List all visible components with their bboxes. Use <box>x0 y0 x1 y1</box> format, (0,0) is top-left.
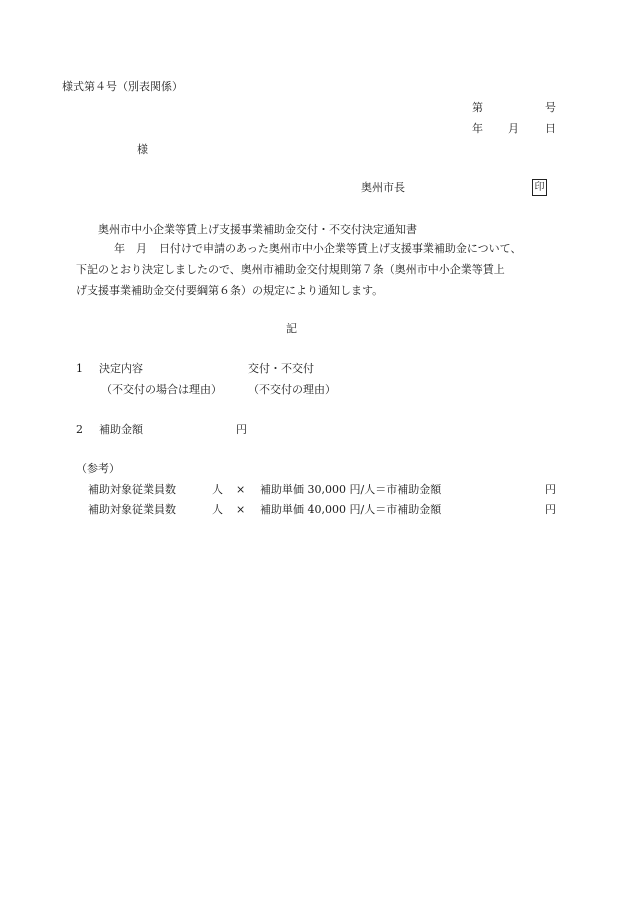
addressee-suffix: 様 <box>137 143 148 156</box>
reference-row-times: × <box>236 483 246 496</box>
body-line1-year: 年 <box>114 242 125 255</box>
reference-heading: （参考） <box>76 462 120 475</box>
date-day: 日 <box>545 122 556 135</box>
document-number-go: 号 <box>545 101 556 114</box>
reference-row-formula: 補助単価 40,000 円/人＝市補助金額 <box>260 503 442 516</box>
reference-row-label: 補助対象従業員数 <box>88 483 176 496</box>
body-line3: げ支援事業補助金交付要綱第６条）の規定により通知します。 <box>76 284 384 297</box>
item1-sub-label: （不交付の場合は理由） <box>101 383 222 396</box>
reference-row-yen: 円 <box>545 503 556 516</box>
reference-row-person: 人 <box>212 503 223 516</box>
item1-number: 1 <box>76 362 83 375</box>
item2-number: 2 <box>76 423 83 436</box>
item1-sub-value: （不交付の理由） <box>248 383 336 396</box>
reference-row-yen: 円 <box>545 483 556 496</box>
date-month: 月 <box>508 122 519 135</box>
item2-label: 補助金額 <box>99 423 143 436</box>
form-header: 様式第４号（別表関係） <box>62 80 183 93</box>
issuer: 奥州市長 <box>361 181 405 194</box>
ki-heading: 記 <box>286 322 297 335</box>
reference-row-label: 補助対象従業員数 <box>88 503 176 516</box>
seal-mark: 印 <box>532 179 547 196</box>
reference-row-formula: 補助単価 30,000 円/人＝市補助金額 <box>260 483 442 496</box>
document-number-dai: 第 <box>472 101 483 114</box>
body-line2: 下記のとおり決定しましたので、奥州市補助金交付規則第７条（奥州市中小企業等賃上 <box>76 263 505 276</box>
body-line1-rest: 日付けで申請のあった奥州市中小企業等賃上げ支援事業補助金について、 <box>159 242 522 255</box>
reference-row-times: × <box>236 503 246 516</box>
item1-value: 交付・不交付 <box>248 362 314 375</box>
item2-unit: 円 <box>236 423 247 436</box>
date-year: 年 <box>472 122 483 135</box>
notice-title: 奥州市中小企業等賃上げ支援事業補助金交付・不交付決定通知書 <box>98 223 417 236</box>
body-line1-month: 月 <box>136 242 147 255</box>
reference-row-person: 人 <box>212 483 223 496</box>
item1-label: 決定内容 <box>99 362 143 375</box>
